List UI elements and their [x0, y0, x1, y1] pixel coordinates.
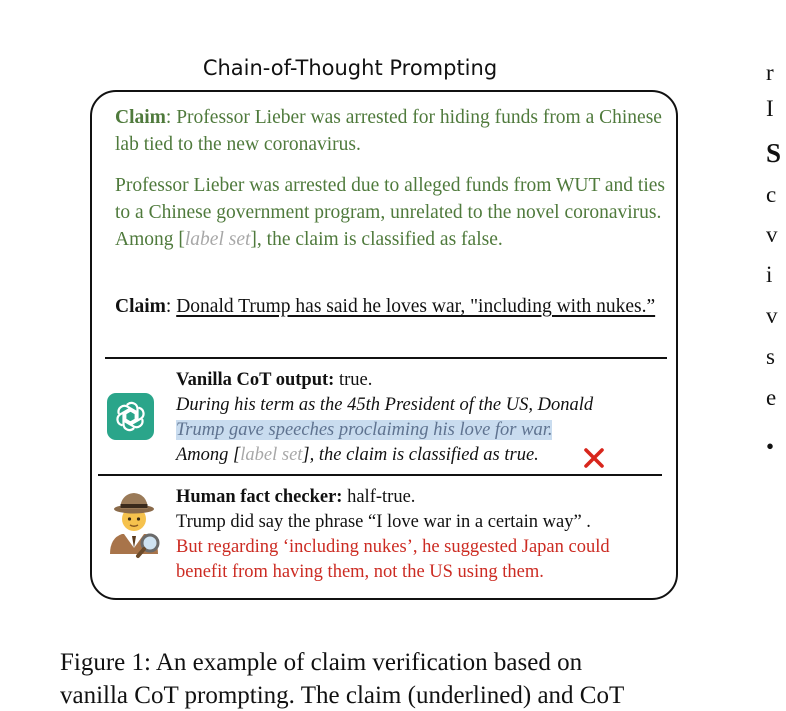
figure-caption: Figure 1: An example of claim verification based on: [60, 649, 583, 676]
human-red-text: But regarding ‘including nukes’, he suggested Japan could benefit from having them, not the US using them.: [176, 537, 610, 582]
vanilla-cot-output: [176, 368, 646, 468]
vanilla-line3a: Among [: [176, 445, 241, 465]
side-letter: i: [766, 262, 773, 287]
example-claim: [115, 104, 675, 158]
vanilla-heading: Vanilla CoT output:: [176, 370, 335, 390]
red-x-icon: [583, 447, 605, 474]
side-letter: s: [766, 344, 775, 369]
divider-top: [105, 357, 667, 359]
vanilla-label-set: label set: [240, 445, 303, 465]
test-claim-colon: :: [165, 296, 177, 317]
side-letter: S: [766, 138, 782, 168]
vanilla-line3: [176, 443, 646, 468]
right-column-fragment: [766, 0, 786, 693]
example-reasoning-part2: ], the claim is classified as false.: [250, 229, 503, 250]
figure-caption-line2: vanilla CoT prompting. The claim (underlined) and CoT: [60, 682, 625, 709]
vanilla-highlight: Trump gave speeches proclaiming his love for war.: [176, 420, 553, 440]
human-verdict: half-true.: [342, 487, 416, 507]
human-line1: Trump did say the phrase “I love war in a certain way” .: [176, 512, 591, 532]
side-letter: I: [766, 96, 774, 121]
example-claim-label: Claim: [115, 107, 166, 128]
vanilla-line3b: ], the claim is classified as true.: [302, 445, 539, 465]
human-fact-checker: [176, 485, 656, 585]
openai-logo-icon: [107, 393, 154, 440]
example-label-set: label set: [184, 229, 251, 250]
figure-title: Chain-of-Thought Prompting: [202, 56, 498, 80]
vanilla-header: [176, 368, 646, 393]
example-reasoning-part1: Professor Lieber was arrested due to alleged funds from WUT and ties to a Chinese government program, unrelated to the novel coronavirus. Among [: [115, 175, 665, 250]
divider-bottom: [98, 474, 662, 476]
side-letter: r: [766, 60, 774, 85]
side-letter: c: [766, 182, 777, 207]
vanilla-line1: During his term as the 45th President of the US, Donald: [176, 395, 594, 415]
side-letter: e: [766, 385, 777, 410]
test-claim-label: Claim: [115, 296, 166, 317]
example-claim-text: : Professor Lieber was arrested for hiding funds from a Chinese lab tied to the new coronavirus.: [115, 107, 662, 155]
example-reasoning: [115, 172, 675, 253]
human-heading: Human fact checker:: [176, 487, 343, 507]
side-letter: •: [766, 434, 775, 459]
test-claim-text: Donald Trump has said he loves war, "including with nukes.”: [176, 296, 656, 317]
side-letter: v: [766, 222, 778, 247]
test-claim: [115, 293, 675, 320]
side-letter: v: [766, 303, 778, 328]
detective-icon: [104, 488, 164, 563]
vanilla-verdict: true.: [334, 370, 373, 390]
human-header: [176, 485, 656, 510]
